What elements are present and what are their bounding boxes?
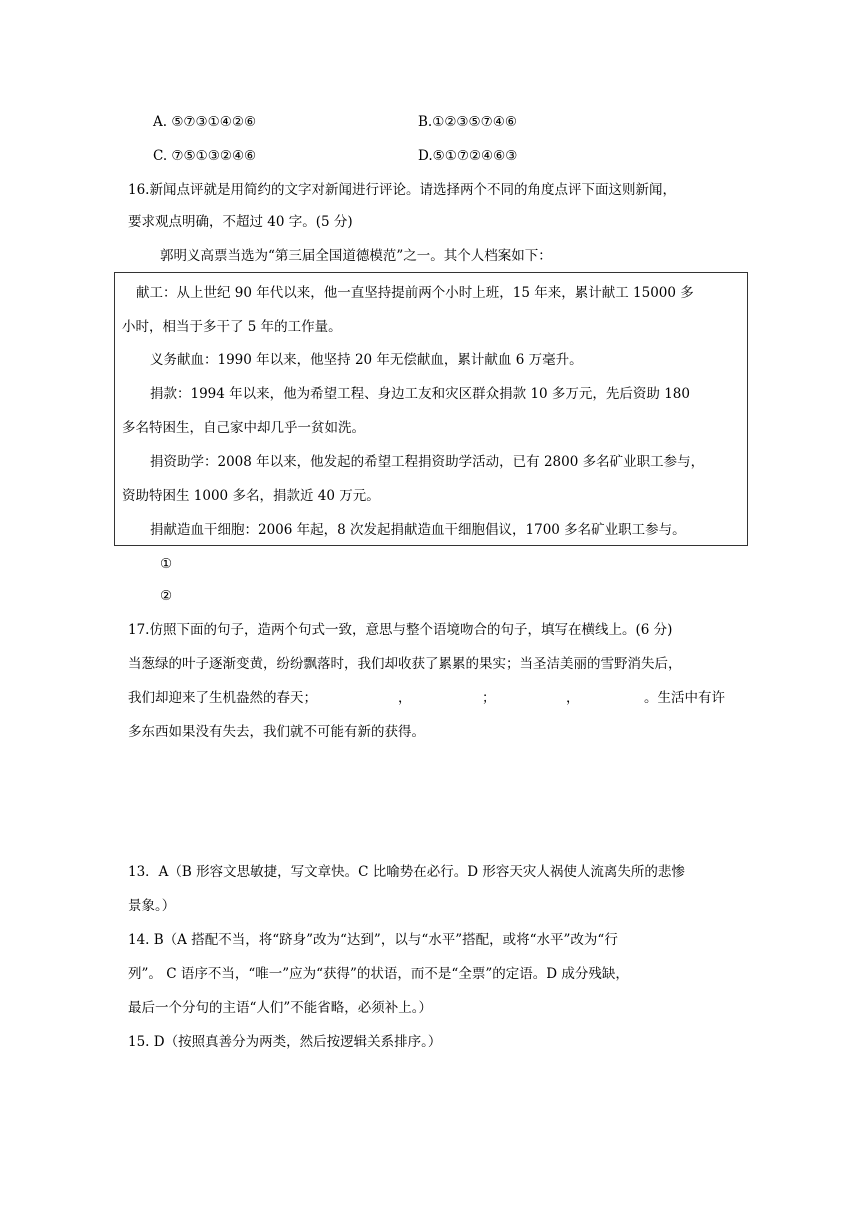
option-c: C. ⑦⑤①③②④⑥ (153, 148, 257, 164)
profile-p2: 义务献血：1990 年以来，他坚持 20 年无偿献血，累计献血 6 万毫升。 (150, 352, 583, 368)
answer-14-line-2: 列”。 C 语序不当，“唯一”应为“获得”的状语，而不是“全票”的定语。D 成分残缺， (128, 966, 629, 982)
profile-p3-line-1: 捐款：1994 年以来，他为希望工程、身边工友和灾区群众捐款 10 多万元，先后资助 180 (150, 386, 690, 402)
question-17-line-1: 17.仿照下面的句子，造两个句式一致，意思与整个语境吻合的句子，填写在横线上。(6 分) (128, 622, 673, 638)
blank-punct-1: ， (398, 690, 412, 706)
profile-p1-line-2: 小时，相当于多干了 5 年的工作量。 (122, 319, 342, 335)
question-17-line-3-end: 。生活中有许 (644, 690, 725, 706)
question-16-line-1: 16.新闻点评就是用简约的文字对新闻进行评论。请选择两个不同的角度点评下面这则新闻， (128, 182, 676, 198)
profile-p3-line-2: 多名特困生，自己家中却几乎一贫如洗。 (122, 420, 365, 436)
question-16-intro: 郭明义高票当选为“第三届全国道德模范”之一。其个人档案如下： (160, 248, 552, 264)
answer-14-line-3: 最后一个分句的主语“人们”不能省略，必须补上。） (128, 1000, 433, 1016)
profile-p4-line-2: 资助特困生 1000 多名，捐款近 40 万元。 (122, 488, 380, 504)
answer-slot-1: ① (160, 556, 173, 572)
profile-p5: 捐献造血干细胞：2006 年起，8 次发起捐献造血干细胞倡议，1700 多名矿业职工参与。 (150, 522, 686, 538)
blank-punct-3: ， (566, 690, 580, 706)
profile-p1-line-1: 献工：从上世纪 90 年代以来，他一直坚持提前两个小时上班，15 年来，累计献工 15000 多 (136, 285, 694, 301)
blank-punct-2: ； (482, 690, 496, 706)
answer-slot-2: ② (160, 588, 173, 604)
answer-14-line-1: 14. B（A 搭配不当，将“跻身”改为“达到”，以与“水平”搭配，或将“水平”改为“行 (128, 932, 618, 948)
option-d: D.⑤①⑦②④⑥③ (418, 148, 518, 164)
question-17-line-2: 当葱绿的叶子逐渐变黄，纷纷飘落时，我们却收获了累累的果实；当圣洁美丽的雪野消失后， (128, 656, 682, 672)
question-17-line-4: 多东西如果没有失去，我们就不可能有新的获得。 (128, 724, 425, 740)
answer-13-line-2: 景象。） (128, 898, 176, 914)
question-16-line-2: 要求观点明确，不超过 40 字。(5 分) (128, 214, 353, 230)
option-a: A. ⑤⑦③①④②⑥ (153, 114, 257, 130)
answer-15: 15. D（按照真善分为两类，然后按逻辑关系排序。） (128, 1034, 442, 1050)
profile-p4-line-1: 捐资助学：2008 年以来，他发起的希望工程捐资助学活动，已有 2800 多名矿业职工参与， (150, 454, 705, 470)
question-17-line-3-start: 我们却迎来了生机盎然的春天； (128, 690, 317, 706)
option-b: B.①②③⑤⑦④⑥ (418, 114, 517, 130)
answer-13-line-1: 13．A（B 形容文思敏捷，写文章快。C 比喻势在必行。D 形容天灾人祸使人流离失所的悲惨 (128, 864, 685, 880)
